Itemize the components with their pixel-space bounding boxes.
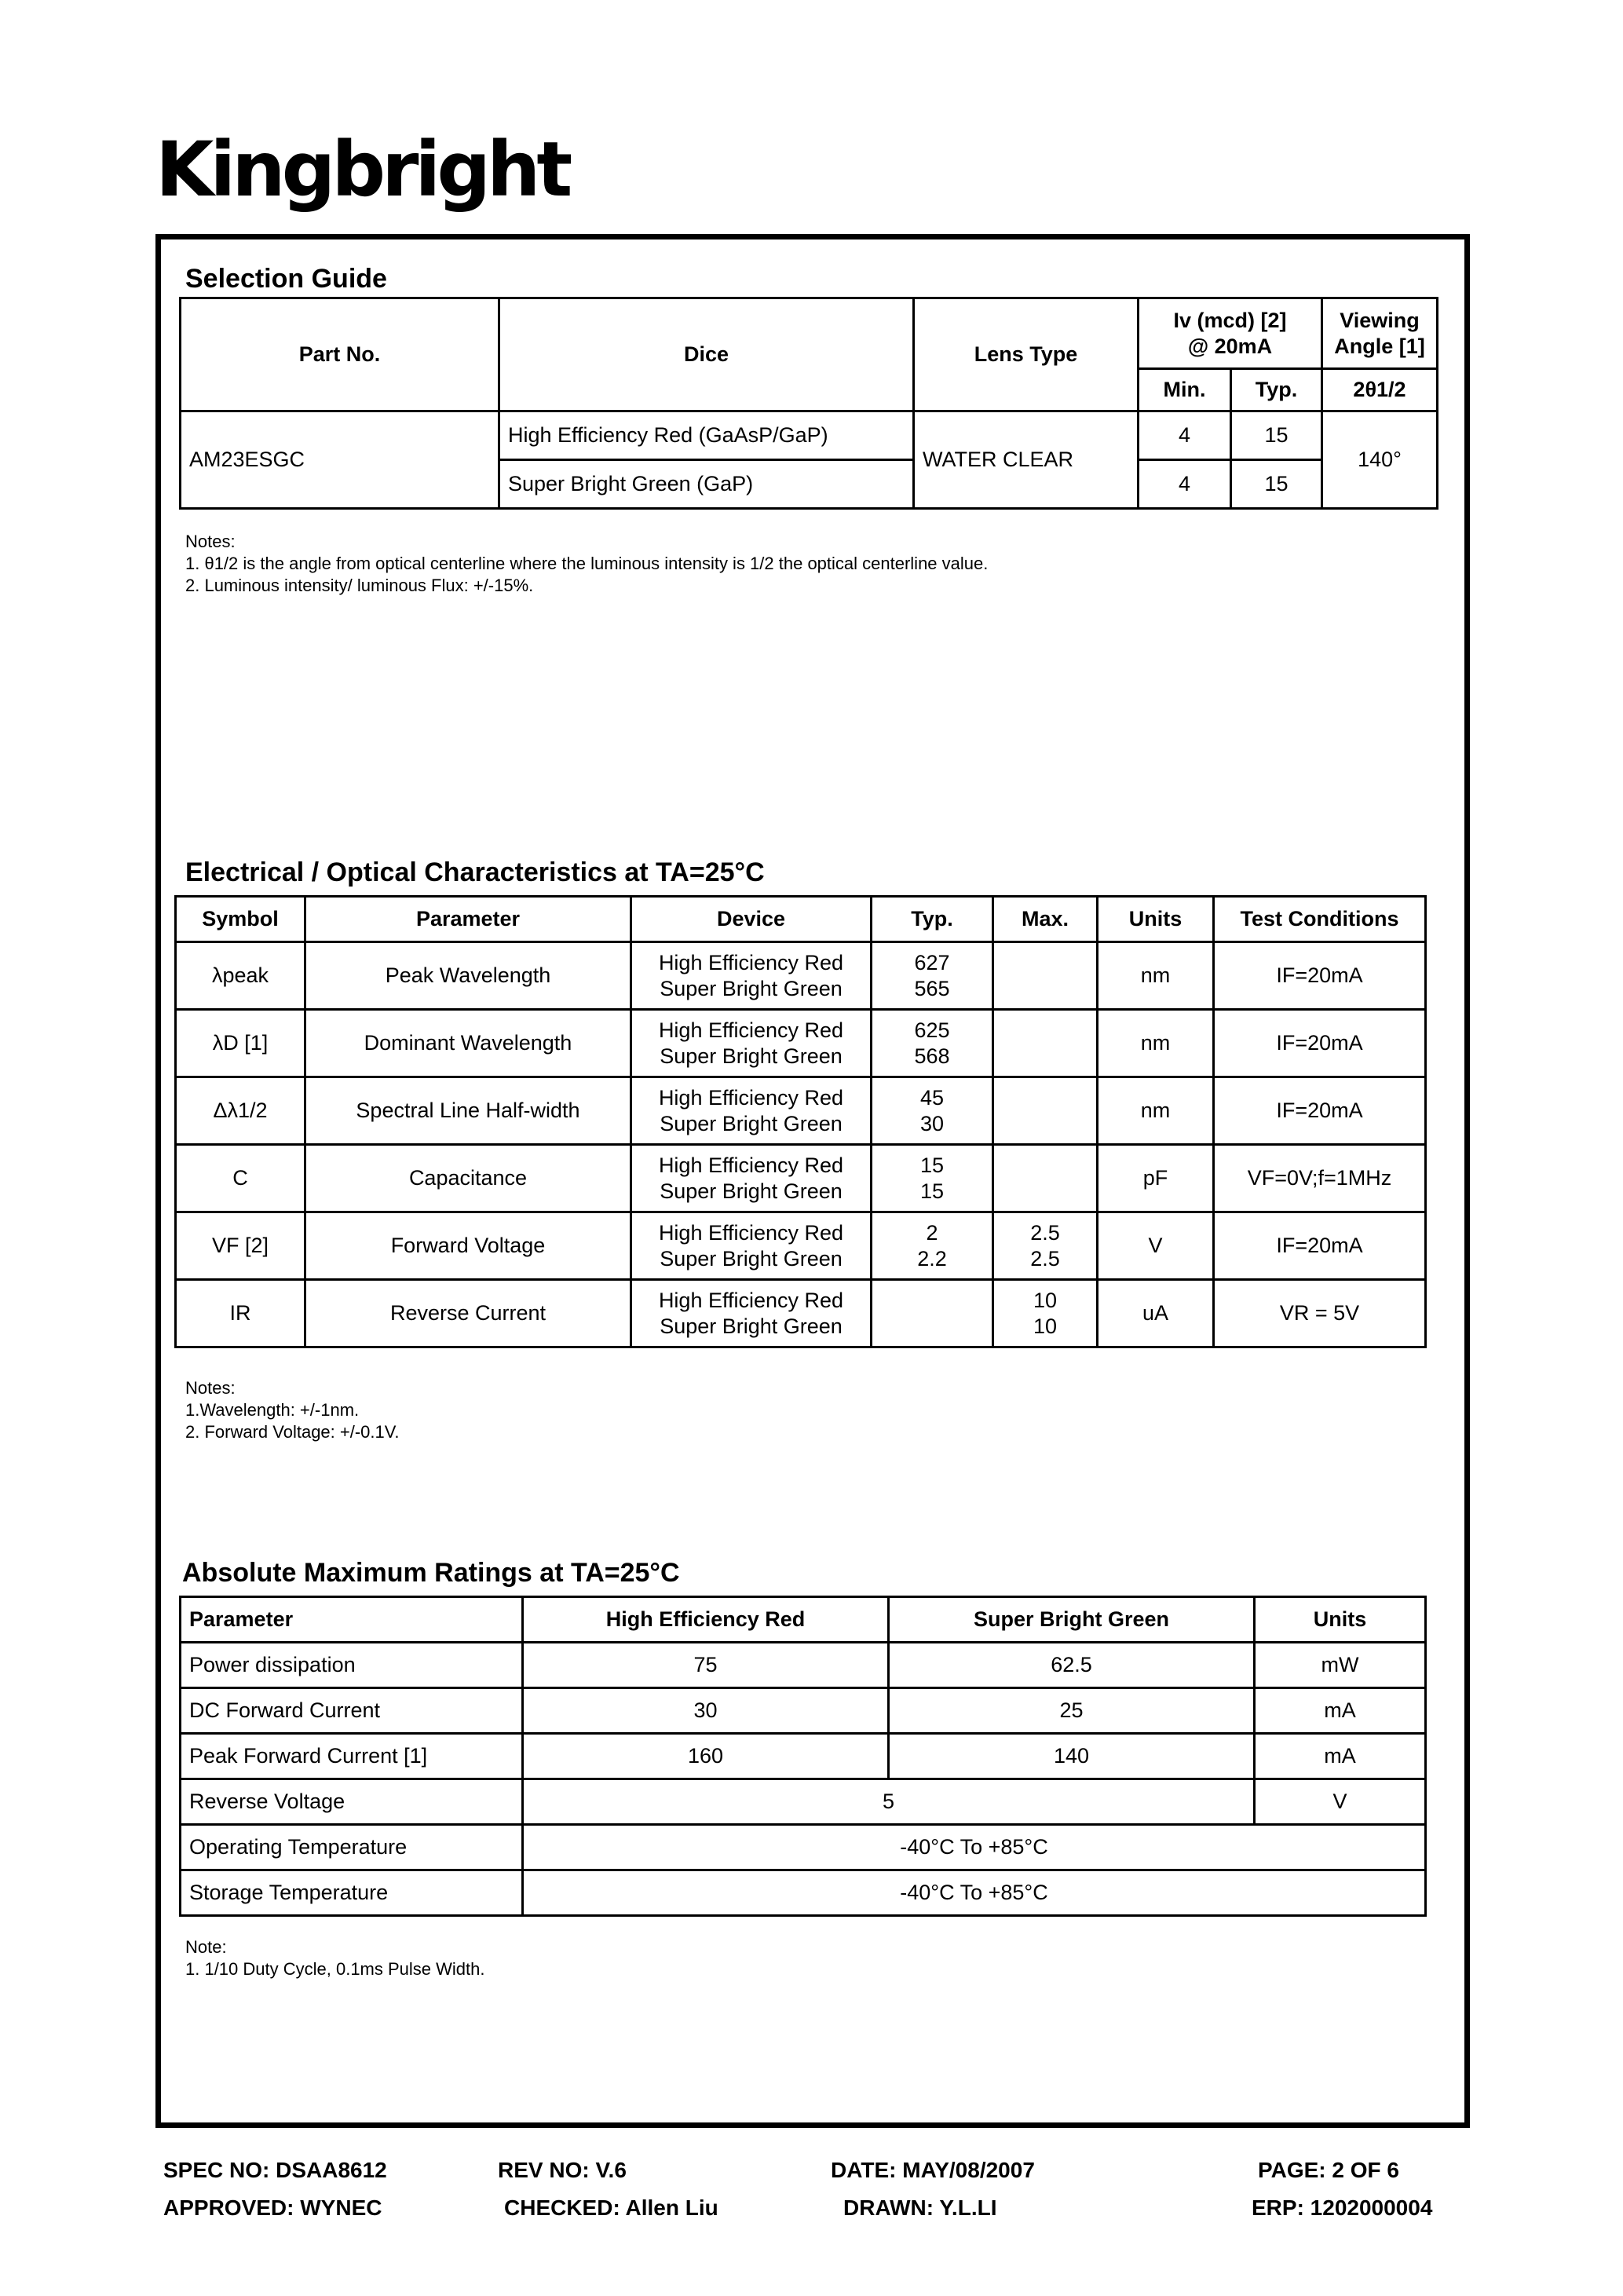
selection-guide-notes <box>185 531 988 597</box>
note-line: 1.Wavelength: +/-1nm. <box>185 1400 360 1420</box>
header-iv <box>1139 298 1322 369</box>
selection-guide-table <box>179 297 1438 510</box>
note-line: Notes: <box>185 1378 236 1398</box>
absolute-ratings-title: Absolute Maximum Ratings at TA=25°C <box>182 1558 680 1588</box>
device-cell <box>631 942 872 1010</box>
header-lens-type: Lens Type <box>914 298 1139 411</box>
device-cell-line: High Efficiency Red <box>658 1220 844 1245</box>
symbol-cell: λD [1] <box>176 1010 305 1077</box>
test-conditions-cell: VR = 5V <box>1214 1280 1426 1347</box>
lens-type-value: WATER CLEAR <box>914 411 1139 509</box>
typ-cell-line: 625 <box>914 1018 950 1042</box>
max-cell <box>993 1077 1098 1145</box>
table-row <box>181 1643 1426 1688</box>
parameter-cell: Forward Voltage <box>305 1212 631 1280</box>
units-cell: V <box>1098 1212 1214 1280</box>
device-cell-line: Super Bright Green <box>660 1314 843 1338</box>
header-parameter: Parameter <box>181 1597 523 1643</box>
device-cell <box>631 1212 872 1280</box>
header-max: Max. <box>993 897 1098 942</box>
spec-number: SPEC NO: DSAA8612 <box>163 2158 387 2182</box>
typ-cell <box>872 1010 993 1077</box>
revision-number: REV NO: V.6 <box>498 2158 627 2182</box>
table-row <box>176 942 1426 1010</box>
param-storage-temperature: Storage Temperature <box>181 1870 523 1916</box>
typ-cell-line: 15 <box>919 1153 945 1177</box>
max-cell <box>993 1212 1098 1280</box>
value-red: 160 <box>523 1734 889 1779</box>
header-symbol: Symbol <box>176 897 305 942</box>
iv-min-row-1: 4 <box>1139 411 1231 460</box>
header-test-conditions: Test Conditions <box>1214 897 1426 942</box>
kingbright-logo: Kingbright <box>155 126 569 214</box>
table-row <box>181 1734 1426 1779</box>
typ-cell <box>872 942 993 1010</box>
test-conditions-cell: IF=20mA <box>1214 1212 1426 1280</box>
max-cell-line <box>999 1044 1091 1069</box>
units-cell: uA <box>1098 1280 1214 1347</box>
max-cell-line <box>999 1179 1091 1205</box>
symbol-cell: λpeak <box>176 942 305 1010</box>
note-line: 2. Forward Voltage: +/-0.1V. <box>185 1422 400 1442</box>
page-number: PAGE: 2 OF 6 <box>1258 2158 1399 2182</box>
note-line: Note: <box>185 1937 227 1957</box>
device-cell-line: Super Bright Green <box>660 1111 843 1135</box>
typ-cell-line: 627 <box>914 950 950 974</box>
header-part-no: Part No. <box>181 298 499 411</box>
selection-guide-title: Selection Guide <box>185 264 387 294</box>
drawn-by: DRAWN: Y.L.LI <box>843 2195 997 2220</box>
parameter-cell: Capacitance <box>305 1145 631 1212</box>
typ-cell <box>872 1145 993 1212</box>
header-angle-line2: Angle [1] <box>1334 334 1425 358</box>
header-iv-line1: Iv (mcd) [2] <box>1173 308 1287 332</box>
param-peak-forward-current: Peak Forward Current [1] <box>181 1734 523 1779</box>
header-dice: Dice <box>499 298 914 411</box>
device-cell <box>631 1280 872 1347</box>
header-min: Min. <box>1139 369 1231 411</box>
electrical-title: Electrical / Optical Characteristics at TA=25°C <box>185 857 765 887</box>
value-red: 75 <box>523 1643 889 1688</box>
device-cell-line: Super Bright Green <box>660 1044 843 1068</box>
dice-row-1: High Efficiency Red (GaAsP/GaP) <box>499 411 914 460</box>
note-line: 1. θ1/2 is the angle from optical centerline where the luminous intensity is 1/2 the optical centerline value. <box>185 554 989 573</box>
max-cell-line: 2.5 <box>1030 1220 1060 1245</box>
typ-cell <box>872 1077 993 1145</box>
value-units: mW <box>1255 1643 1426 1688</box>
header-super-bright-green: Super Bright Green <box>889 1597 1255 1643</box>
header-angle-sub: 2θ1/2 <box>1322 369 1438 411</box>
device-cell <box>631 1077 872 1145</box>
max-cell-line <box>999 1018 1091 1044</box>
device-cell-line: High Efficiency Red <box>658 1085 844 1110</box>
typ-cell-line: 15 <box>919 1179 945 1203</box>
max-cell-line: 10 <box>1033 1288 1058 1312</box>
param-reverse-voltage: Reverse Voltage <box>181 1779 523 1825</box>
iv-typ-row-2: 15 <box>1231 460 1322 509</box>
table-row <box>176 1212 1426 1280</box>
typ-cell-line <box>877 1288 987 1314</box>
typ-cell-line: 565 <box>914 976 950 1000</box>
typ-cell <box>872 1280 993 1347</box>
typ-cell-line: 30 <box>919 1111 945 1135</box>
absolute-ratings-notes <box>185 1936 485 1980</box>
electrical-table <box>174 895 1427 1348</box>
max-cell-line <box>999 1111 1091 1137</box>
table-row <box>181 1870 1426 1916</box>
iv-min-row-2: 4 <box>1139 460 1231 509</box>
table-row <box>176 1077 1426 1145</box>
device-cell-line: High Efficiency Red <box>658 1018 844 1042</box>
header-typ: Typ. <box>872 897 993 942</box>
typ-cell-line <box>877 1314 987 1340</box>
symbol-cell: IR <box>176 1280 305 1347</box>
test-conditions-cell: IF=20mA <box>1214 1077 1426 1145</box>
value-units: V <box>1255 1779 1426 1825</box>
typ-cell-line: 2 <box>926 1220 938 1245</box>
units-cell: nm <box>1098 942 1214 1010</box>
parameter-cell: Dominant Wavelength <box>305 1010 631 1077</box>
device-cell <box>631 1145 872 1212</box>
table-row <box>181 1779 1426 1825</box>
test-conditions-cell: IF=20mA <box>1214 942 1426 1010</box>
part-number: AM23ESGC <box>181 411 499 509</box>
dice-row-2: Super Bright Green (GaP) <box>499 460 914 509</box>
max-cell-line <box>999 1153 1091 1179</box>
viewing-angle-value: 140° <box>1322 411 1438 509</box>
units-cell: nm <box>1098 1010 1214 1077</box>
param-power-dissipation: Power dissipation <box>181 1643 523 1688</box>
table-row <box>181 1825 1426 1870</box>
typ-cell <box>872 1212 993 1280</box>
symbol-cell: Δλ1/2 <box>176 1077 305 1145</box>
value-storage-temperature: -40°C To +85°C <box>523 1870 1426 1916</box>
max-cell <box>993 1010 1098 1077</box>
note-line: 1. 1/10 Duty Cycle, 0.1ms Pulse Width. <box>185 1959 485 1979</box>
absolute-ratings-table <box>179 1596 1427 1917</box>
parameter-cell: Peak Wavelength <box>305 942 631 1010</box>
table-row <box>176 1010 1426 1077</box>
header-high-efficiency-red: High Efficiency Red <box>523 1597 889 1643</box>
max-cell-line <box>999 976 1091 1002</box>
device-cell <box>631 1010 872 1077</box>
value-operating-temperature: -40°C To +85°C <box>523 1825 1426 1870</box>
value-reverse-voltage: 5 <box>523 1779 1255 1825</box>
symbol-cell: C <box>176 1145 305 1212</box>
parameter-cell: Spectral Line Half-width <box>305 1077 631 1145</box>
test-conditions-cell: IF=20mA <box>1214 1010 1426 1077</box>
device-cell-line: High Efficiency Red <box>658 1153 844 1177</box>
max-cell <box>993 1145 1098 1212</box>
electrical-notes <box>185 1377 400 1443</box>
table-row <box>181 1688 1426 1734</box>
document-date: DATE: MAY/08/2007 <box>831 2158 1035 2182</box>
device-cell-line: Super Bright Green <box>660 1179 843 1203</box>
value-green: 140 <box>889 1734 1255 1779</box>
param-operating-temperature: Operating Temperature <box>181 1825 523 1870</box>
device-cell-line: Super Bright Green <box>660 976 843 1000</box>
device-cell-line: Super Bright Green <box>660 1246 843 1270</box>
device-cell-line: High Efficiency Red <box>658 950 844 974</box>
note-line: Notes: <box>185 532 236 551</box>
header-typ: Typ. <box>1231 369 1322 411</box>
checked-by: CHECKED: Allen Liu <box>504 2195 718 2220</box>
max-cell-line <box>999 1085 1091 1111</box>
value-units: mA <box>1255 1734 1426 1779</box>
table-row <box>176 1145 1426 1212</box>
max-cell-line <box>999 950 1091 976</box>
approved-by: APPROVED: WYNEC <box>163 2195 382 2220</box>
typ-cell-line: 568 <box>914 1044 950 1068</box>
param-dc-forward-current: DC Forward Current <box>181 1688 523 1734</box>
max-cell-line: 2.5 <box>1030 1246 1060 1270</box>
iv-typ-row-1: 15 <box>1231 411 1322 460</box>
typ-cell-line: 2.2 <box>917 1246 947 1270</box>
header-viewing-angle <box>1322 298 1438 369</box>
units-cell: nm <box>1098 1077 1214 1145</box>
header-units: Units <box>1255 1597 1426 1643</box>
symbol-cell: VF [2] <box>176 1212 305 1280</box>
note-line: 2. Luminous intensity/ luminous Flux: +/-15%. <box>185 576 534 595</box>
parameter-cell: Reverse Current <box>305 1280 631 1347</box>
typ-cell-line: 45 <box>919 1085 945 1110</box>
header-parameter: Parameter <box>305 897 631 942</box>
value-units: mA <box>1255 1688 1426 1734</box>
max-cell <box>993 1280 1098 1347</box>
max-cell-line: 10 <box>1033 1314 1058 1338</box>
value-red: 30 <box>523 1688 889 1734</box>
value-green: 62.5 <box>889 1643 1255 1688</box>
units-cell: pF <box>1098 1145 1214 1212</box>
device-cell-line: High Efficiency Red <box>658 1288 844 1312</box>
value-green: 25 <box>889 1688 1255 1734</box>
header-angle-line1: Viewing <box>1340 308 1420 332</box>
table-row <box>176 1280 1426 1347</box>
header-units: Units <box>1098 897 1214 942</box>
test-conditions-cell: VF=0V;f=1MHz <box>1214 1145 1426 1212</box>
header-iv-line2: @ 20mA <box>1187 334 1273 358</box>
erp-number: ERP: 1202000004 <box>1252 2195 1433 2220</box>
max-cell <box>993 942 1098 1010</box>
header-device: Device <box>631 897 872 942</box>
